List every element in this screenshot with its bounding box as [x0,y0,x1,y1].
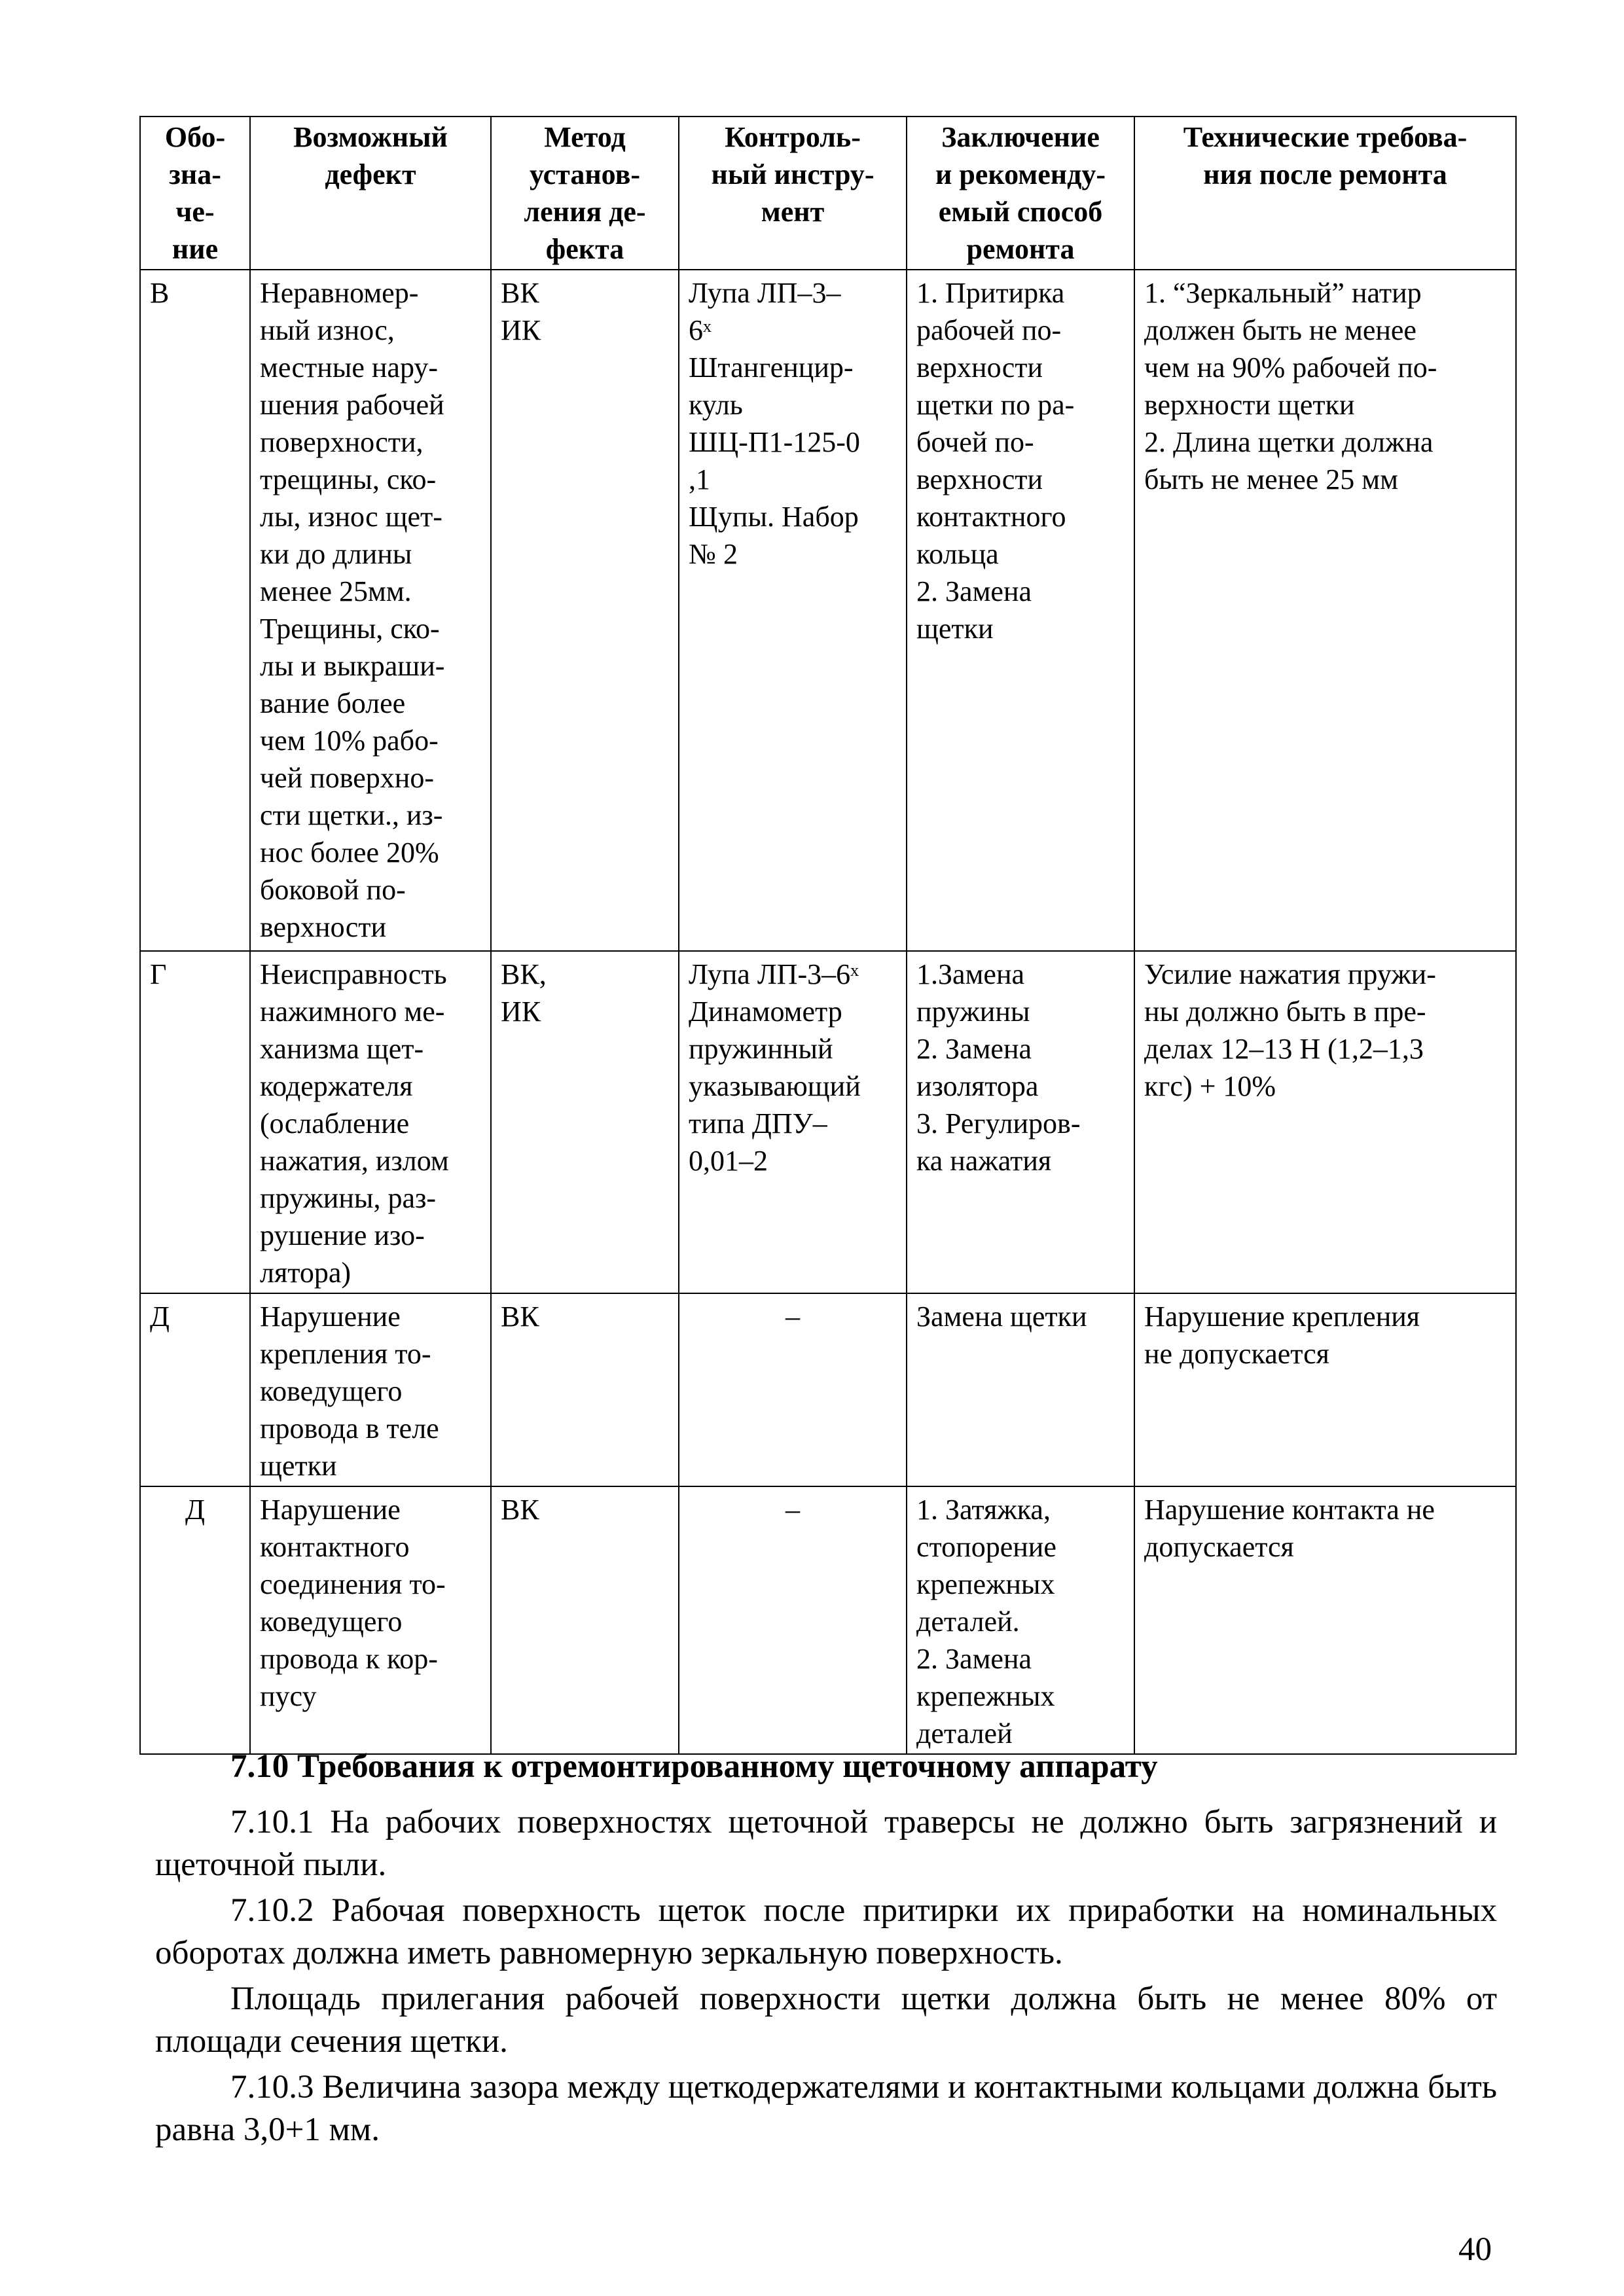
header-defect: Возможный дефект [250,117,491,270]
cell-requirements: Усилие нажатия пружи- ны должно быть в пре- делах 12–13 Н (1,2–1,3 кгс) + 10% [1134,951,1516,1293]
cell-repair: 1.Замена пружины 2. Замена изолятора 3. Регулиров- ка нажатия [907,951,1134,1293]
cell-method: ВК ИК [491,270,679,951]
header-repair: Заключение и рекоменду- емый способ ремонта [907,117,1134,270]
table-header-row [140,117,1516,270]
cell-defect: Нарушение контактного соединения то- коведущего провода к кор- пусу [250,1486,491,1754]
cell-method: ВК, ИК [491,951,679,1293]
header-method: Метод установ- ления де- фекта [491,117,679,270]
cell-instrument: Лупа ЛП–3– 6ˣ Штангенцир- куль ШЦ-П1-125-0 ,1 Щупы. Набор № 2 [679,270,907,951]
cell-designation: В [140,270,250,951]
cell-repair: 1. Затяжка, стопорение крепежных деталей. 2. Замена крепежных деталей [907,1486,1134,1754]
header-designation: Обо- зна- че- ние [140,117,250,270]
cell-repair: 1. Притирка рабочей по- верхности щетки по ра- бочей по- верхности контактного кольца 2. Замена щетки [907,270,1134,951]
header-instrument: Контроль- ный инстру- мент [679,117,907,270]
cell-defect: Неравномер- ный износ, местные нару- шения рабочей поверхности, трещины, ско- лы, износ щет- ки до длины менее 25мм. Трещины, ско- лы и выкраши- вание более чем 10% рабо- чей поверхно- сти щетки., из- нос более 20% боковой по- верхности [250,270,491,951]
paragraph: 7.10.3 Величина зазора между щеткодержателями и контактными кольцами должна быть равна 3,0+1 мм. [155,2069,1497,2148]
section-heading: 7.10 Требования к отремонтированному щеточному аппарату [230,1748,1158,1785]
cell-requirements: Нарушение крепления не допускается [1134,1293,1516,1486]
paragraph: Площадь прилегания рабочей поверхности щетки должна быть не менее 80% от площади сечения щетки. [155,1981,1497,2060]
cell-method: ВК [491,1486,679,1754]
table-row [140,270,1516,951]
cell-designation: Г [140,951,250,1293]
page-number: 40 [1458,2231,1492,2268]
paragraph: 7.10.2 Рабочая поверхность щеток после притирки их приработки на номинальных оборотах должна иметь равномерную зеркальную поверхность. [155,1892,1497,1971]
table-row [140,1293,1516,1486]
cell-defect: Нарушение крепления то- коведущего провода в теле щетки [250,1293,491,1486]
cell-instrument: Лупа ЛП-3–6ˣ Динамометр пружинный указывающий типа ДПУ– 0,01–2 [679,951,907,1293]
table-row [140,1486,1516,1754]
cell-method: ВК [491,1293,679,1486]
defect-table [139,116,1517,1755]
cell-designation: Д [140,1293,250,1486]
cell-designation: Д [140,1486,250,1754]
cell-requirements: Нарушение контакта не допускается [1134,1486,1516,1754]
cell-defect: Неисправность нажимного ме- ханизма щет- кодержателя (ослабление нажатия, излом пружины, раз- рушение изо- лятора) [250,951,491,1293]
paragraph: 7.10.1 На рабочих поверхностях щеточной траверсы не должно быть загрязнений и щеточной пыли. [155,1804,1497,1883]
cell-repair: Замена щетки [907,1293,1134,1486]
cell-instrument: – [679,1486,907,1754]
table-row [140,951,1516,1293]
cell-requirements: 1. “Зеркальный” натир должен быть не менее чем на 90% рабочей по- верхности щетки 2. Длина щетки должна быть не менее 25 мм [1134,270,1516,951]
cell-instrument: – [679,1293,907,1486]
header-requirements: Технические требова- ния после ремонта [1134,117,1516,270]
